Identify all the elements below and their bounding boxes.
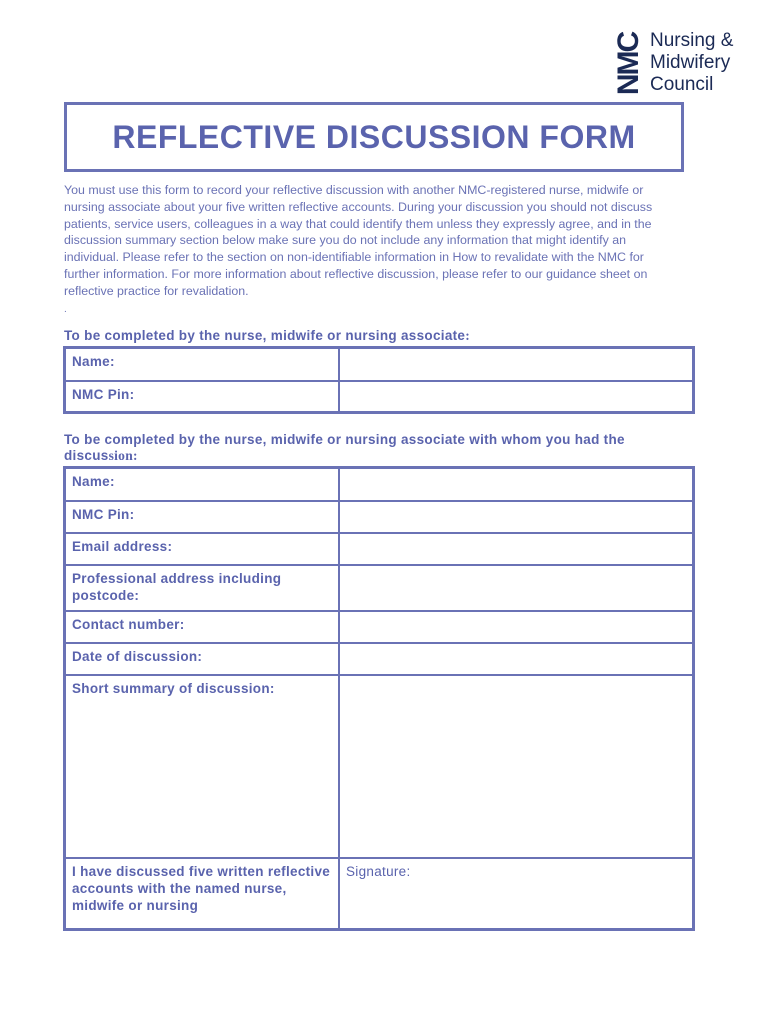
- section1-heading: [64, 328, 470, 344]
- date-of-discussion-field[interactable]: [339, 643, 694, 675]
- discussion-partner-table: [63, 466, 695, 931]
- partner-nmc-pin-field[interactable]: [339, 501, 694, 533]
- professional-address-field[interactable]: [339, 565, 694, 611]
- nmc-pin-field[interactable]: [339, 381, 694, 413]
- nmc-logo-mark: NMC: [612, 32, 645, 96]
- nmc-pin-label: NMC Pin:: [65, 381, 340, 413]
- signature-field[interactable]: [339, 858, 694, 930]
- date-of-discussion-label: Date of discussion:: [65, 643, 340, 675]
- table-row: [65, 565, 694, 611]
- logo-line: Nursing &: [650, 30, 734, 51]
- table-row: [65, 348, 694, 381]
- email-label: Email address:: [65, 533, 340, 565]
- name-label: Name:: [65, 348, 340, 381]
- table-row: [65, 468, 694, 501]
- intro-trailing-mark: .: [64, 303, 67, 315]
- table-row: [65, 675, 694, 858]
- table-row: [65, 643, 694, 675]
- table-row: [65, 858, 694, 930]
- signature-label: Signature:: [346, 863, 411, 879]
- table-row: [65, 611, 694, 643]
- declaration-text: I have discussed five written reflective accounts with the named nurse, midwife or nursing: [65, 858, 340, 930]
- page-title: REFLECTIVE DISCUSSION FORM: [112, 118, 636, 155]
- contact-number-field[interactable]: [339, 611, 694, 643]
- table-row: [65, 533, 694, 565]
- nurse-details-table: [63, 346, 695, 414]
- nmc-logo-text: [650, 30, 733, 96]
- partner-name-field[interactable]: [339, 468, 694, 501]
- section1-heading-end: :: [465, 328, 471, 343]
- table-row: [65, 381, 694, 413]
- summary-field[interactable]: [339, 675, 694, 858]
- section2-heading: [64, 432, 684, 464]
- logo-line: Midwifery: [650, 52, 731, 73]
- section1-heading-text: To be completed by the nurse, midwife or nursing associate: [64, 328, 466, 343]
- professional-address-label: Professional address including postcode:: [65, 565, 340, 611]
- partner-nmc-pin-label: NMC Pin:: [65, 501, 340, 533]
- table-row: [65, 501, 694, 533]
- title-box: [64, 102, 684, 172]
- email-field[interactable]: [339, 533, 694, 565]
- name-field[interactable]: [339, 348, 694, 381]
- nmc-logo: [614, 28, 754, 98]
- contact-number-label: Contact number:: [65, 611, 340, 643]
- section2-heading-text: To be completed by the nurse, midwife or nursing associate with whom you had the discus: [64, 432, 625, 463]
- section2-heading-end: sion:: [108, 448, 138, 463]
- partner-name-label: Name:: [65, 468, 340, 501]
- summary-label: Short summary of discussion:: [65, 675, 340, 858]
- intro-paragraph: [64, 182, 678, 316]
- intro-text: You must use this form to record your reflective discussion with another NMC-registered nurse, midwife or nursing associate about your five written reflective accounts. During your discussion you should not discuss patients, service users, colleagues in a way that could identify them unless they expressly agree, and in the discussion summary section below make sure you do not include any information that might identify an individual. Please refer to the section on non-identifiable information in How to revalidate with the NMC for further information. For more information about reflective discussion, please refer to our guidance sheet on reflective practice for revalidation.: [64, 183, 653, 298]
- logo-line: Council: [650, 74, 714, 95]
